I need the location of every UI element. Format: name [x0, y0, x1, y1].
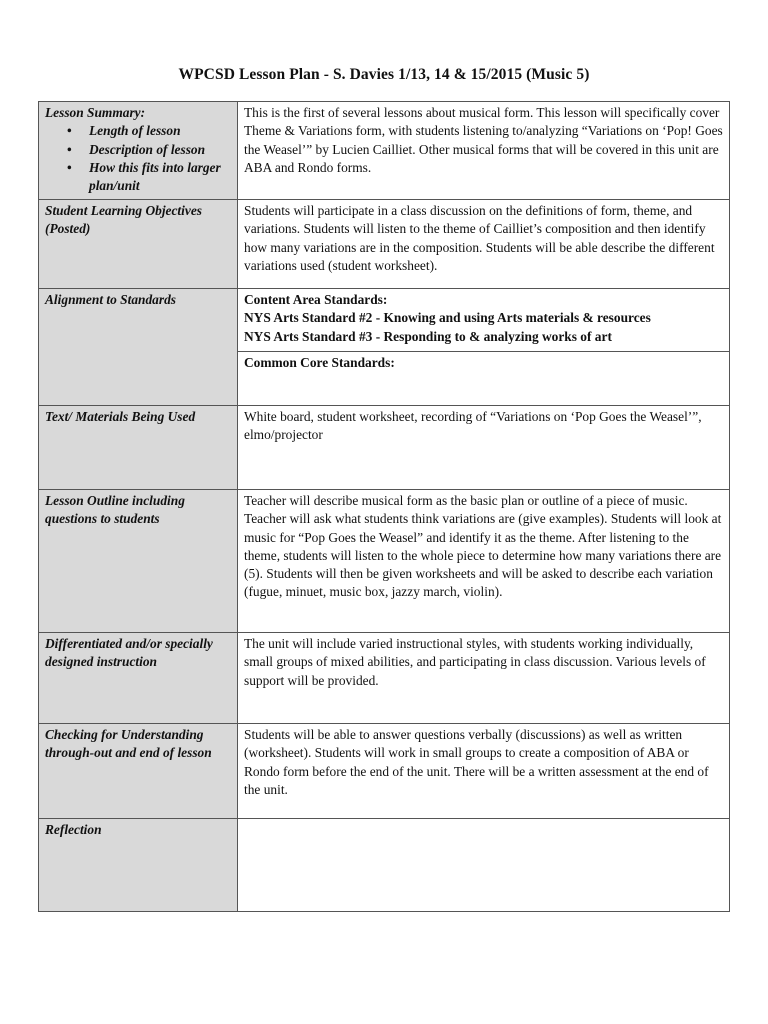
row-label-checking: Checking for Understanding through-out and end of lesson — [39, 724, 238, 819]
lesson-plan-table — [38, 101, 730, 912]
table-row — [39, 289, 730, 406]
content-area-standards — [244, 291, 724, 351]
row-label-standards: Alignment to Standards — [39, 289, 238, 406]
row-label-reflection: Reflection — [39, 819, 238, 912]
checking-text: Students will be able to answer questions verbally (discussions) as well as written (worksheet). Students will work in small groups to create a composition of ABA or Rondo form before the end of the unit. There will be a written assessment at the end of the unit. — [238, 724, 730, 819]
summary-text: This is the first of several lessons about musical form. This lesson will specifically cover Theme & Variations form, with students listening to/analyzing “Variations on ‘Pop! Goes the Weasel’” by Lucien Cailliet. Other musical forms that will be covered in this unit are ABA and Rondo forms. — [238, 102, 730, 200]
row-label-differentiated: Differentiated and/or specially designed instruction — [39, 633, 238, 724]
table-row — [39, 633, 730, 724]
row-label-lesson-summary — [39, 102, 238, 200]
objectives-text: Students will participate in a class discussion on the definitions of form, theme, and variations. Students will listen to the theme of Cailliet’s composition and then identify how many variations are in the composition. Students will be able describe the different variations used (student worksheet). — [238, 200, 730, 289]
row-label-outline: Lesson Outline including questions to students — [39, 490, 238, 633]
materials-text: White board, student worksheet, recording of “Variations on ‘Pop Goes the Weasel’”, elmo/projector — [238, 406, 730, 490]
differentiated-text: The unit will include varied instructional styles, with students working individually, small groups of mixed abilities, and participating in class discussion. Various levels of support will be provided. — [238, 633, 730, 724]
nys-standard-3: NYS Arts Standard #3 - Responding to & analyzing works of art — [244, 328, 612, 344]
list-item: • How this fits into larger plan/unit — [67, 159, 232, 196]
nys-standard-2: NYS Arts Standard #2 - Knowing and using Arts materials & resources — [244, 310, 651, 326]
table-row — [39, 102, 730, 200]
summary-bullet-list — [45, 122, 232, 195]
reflection-text — [238, 819, 730, 912]
standards-cell — [238, 289, 730, 406]
summary-label: Lesson Summary: — [45, 105, 146, 120]
row-label-objectives: Student Learning Objectives (Posted) — [39, 200, 238, 289]
table-row — [39, 819, 730, 912]
outline-text: Teacher will describe musical form as the basic plan or outline of a piece of music. Teacher will ask what students think variations are (give examples). Students will look at music for “Pop Goes the Weasel” and identify it as the theme. After listening to the theme, students will listen to the whole piece to determine how many variations there are (5). Students will then be given worksheets and will be asked to describe each variation (fugue, minuet, music box, jazzy march, violin). — [238, 490, 730, 633]
list-item: • Length of lesson — [67, 122, 232, 140]
table-row — [39, 490, 730, 633]
common-core-standards: Common Core Standards: — [238, 351, 729, 397]
table-row — [39, 406, 730, 490]
list-item: • Description of lesson — [67, 141, 232, 159]
table-row — [39, 724, 730, 819]
row-label-materials: Text/ Materials Being Used — [39, 406, 238, 490]
page-title: WPCSD Lesson Plan - S. Davies 1/13, 14 & 15/2015 (Music 5) — [178, 66, 590, 83]
content-standards-heading: Content Area Standards: — [244, 292, 388, 307]
table-row — [39, 200, 730, 289]
